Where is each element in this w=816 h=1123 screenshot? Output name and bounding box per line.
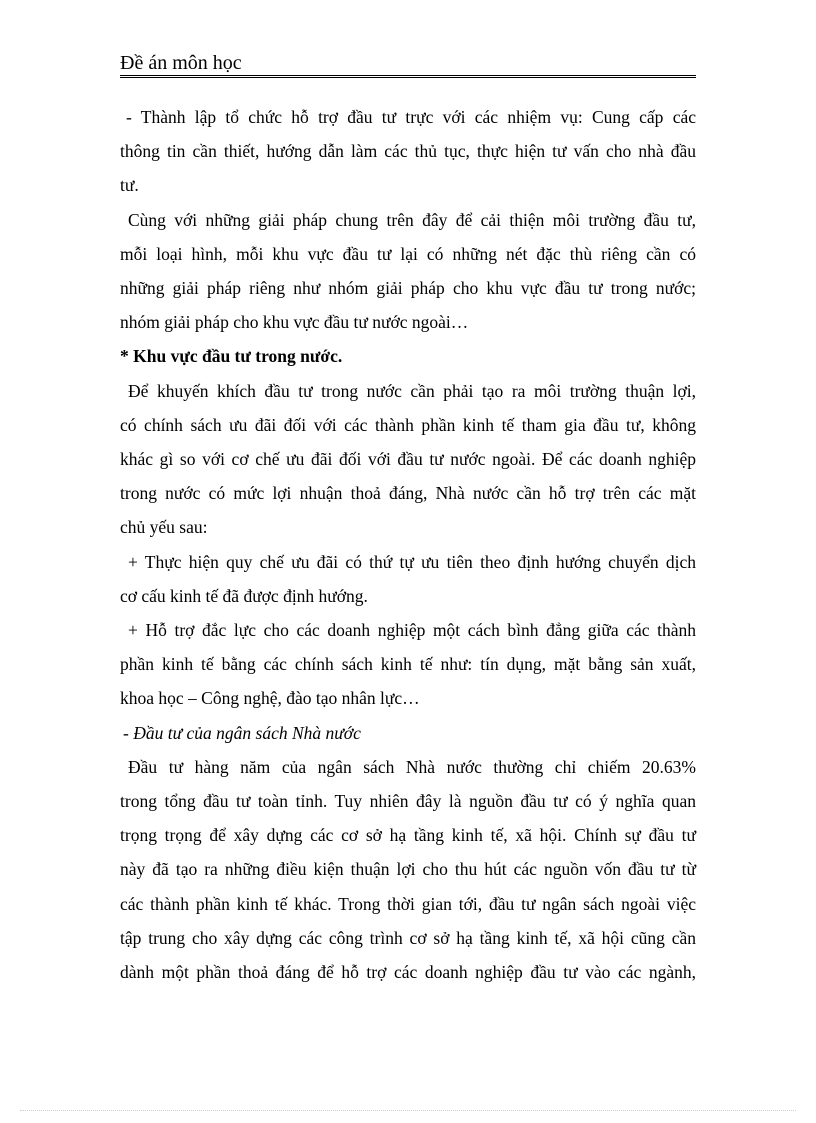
section-heading-domestic-investment: * Khu vực đầu tư trong nước. — [120, 346, 343, 367]
text-line: tư. — [120, 175, 139, 196]
document-body — [120, 100, 696, 989]
text-line: mỗi loại hình, mỗi khu vực đầu tư lại có những nét đặc thù riêng cần có — [120, 243, 696, 264]
paragraph-domestic-incentives — [120, 374, 696, 545]
text-line: trong nước có mức lợi nhuận thoả đáng, Nhà nước cần hỗ trợ trên các mặt — [120, 483, 696, 504]
text-line: có chính sách ưu đãi đối với các thành phần kinh tế tham gia đầu tư, không — [120, 414, 696, 435]
text-line: + Thực hiện quy chế ưu đãi có thứ tự ưu tiên theo định hướng chuyển dịch — [128, 551, 696, 572]
text-line: khoa học – Công nghệ, đào tạo nhân lực… — [120, 688, 420, 709]
text-line: Đầu tư hàng năm của ngân sách Nhà nước thường chỉ chiếm 20.63% — [128, 756, 696, 777]
text-line: trọng trọng để xây dựng các cơ sở hạ tầng kinh tế, xã hội. Chính sự đầu tư — [120, 825, 696, 846]
text-line: dành một phần thoả đáng để hỗ trợ các doanh nghiệp đầu tư vào các ngành, — [120, 962, 696, 983]
text-line: khác gì so với cơ chế ưu đãi đối với đầu tư nước ngoài. Để các doanh nghiệp — [120, 449, 696, 470]
page-header — [120, 52, 696, 78]
page-bottom-border — [20, 1110, 796, 1111]
text-line: - Thành lập tổ chức hỗ trợ đầu tư trực với các nhiệm vụ: Cung cấp các — [126, 107, 696, 127]
paragraph-priority-policy — [120, 545, 696, 613]
text-line: Để khuyến khích đầu tư trong nước cần phải tạo ra môi trường thuận lợi, — [128, 380, 696, 401]
text-line: tập trung cho xây dựng các công trình cơ sở hạ tầng kinh tế, xã hội cũng cần — [120, 927, 696, 948]
text-line: thông tin cần thiết, hướng dẫn làm các thủ tục, thực hiện tư vấn cho nhà đầu — [120, 141, 696, 162]
text-line: Cùng với những giải pháp chung trên đây để cải thiện môi trường đầu tư, — [128, 209, 696, 230]
text-line: nhóm giải pháp cho khu vực đầu tư nước ngoài… — [120, 312, 469, 333]
text-line: những giải pháp riêng như nhóm giải pháp cho khu vực đầu tư trong nước; — [120, 278, 696, 299]
text-line: phần kinh tế bằng các chính sách kinh tế như: tín dụng, mặt bằng sản xuất, — [120, 654, 696, 675]
text-line: này đã tạo ra những điều kiện thuận lợi cho thu hút các nguồn vốn đầu tư từ — [120, 859, 696, 880]
paragraph-general-solutions — [120, 203, 696, 340]
text-line: cơ cấu kinh tế đã được định hướng. — [120, 585, 368, 606]
header-title: Đề án môn học — [120, 52, 242, 74]
text-line: + Hỗ trợ đắc lực cho các doanh nghiệp một cách bình đẳng giữa các thành — [128, 620, 696, 641]
paragraph-enterprise-support — [120, 613, 696, 716]
text-line: các thành phần kinh tế khác. Trong thời gian tới, đầu tư ngân sách ngoài việc — [120, 893, 696, 914]
text-line: chủ yếu sau: — [120, 517, 208, 538]
text-line: trong tổng đầu tư toàn tỉnh. Tuy nhiên đây là nguồn đầu tư có ý nghĩa quan — [120, 791, 696, 812]
subheading-state-budget-investment: - Đầu tư của ngân sách Nhà nước — [123, 722, 361, 743]
paragraph-support-organization — [120, 100, 696, 203]
paragraph-state-budget — [120, 750, 696, 989]
